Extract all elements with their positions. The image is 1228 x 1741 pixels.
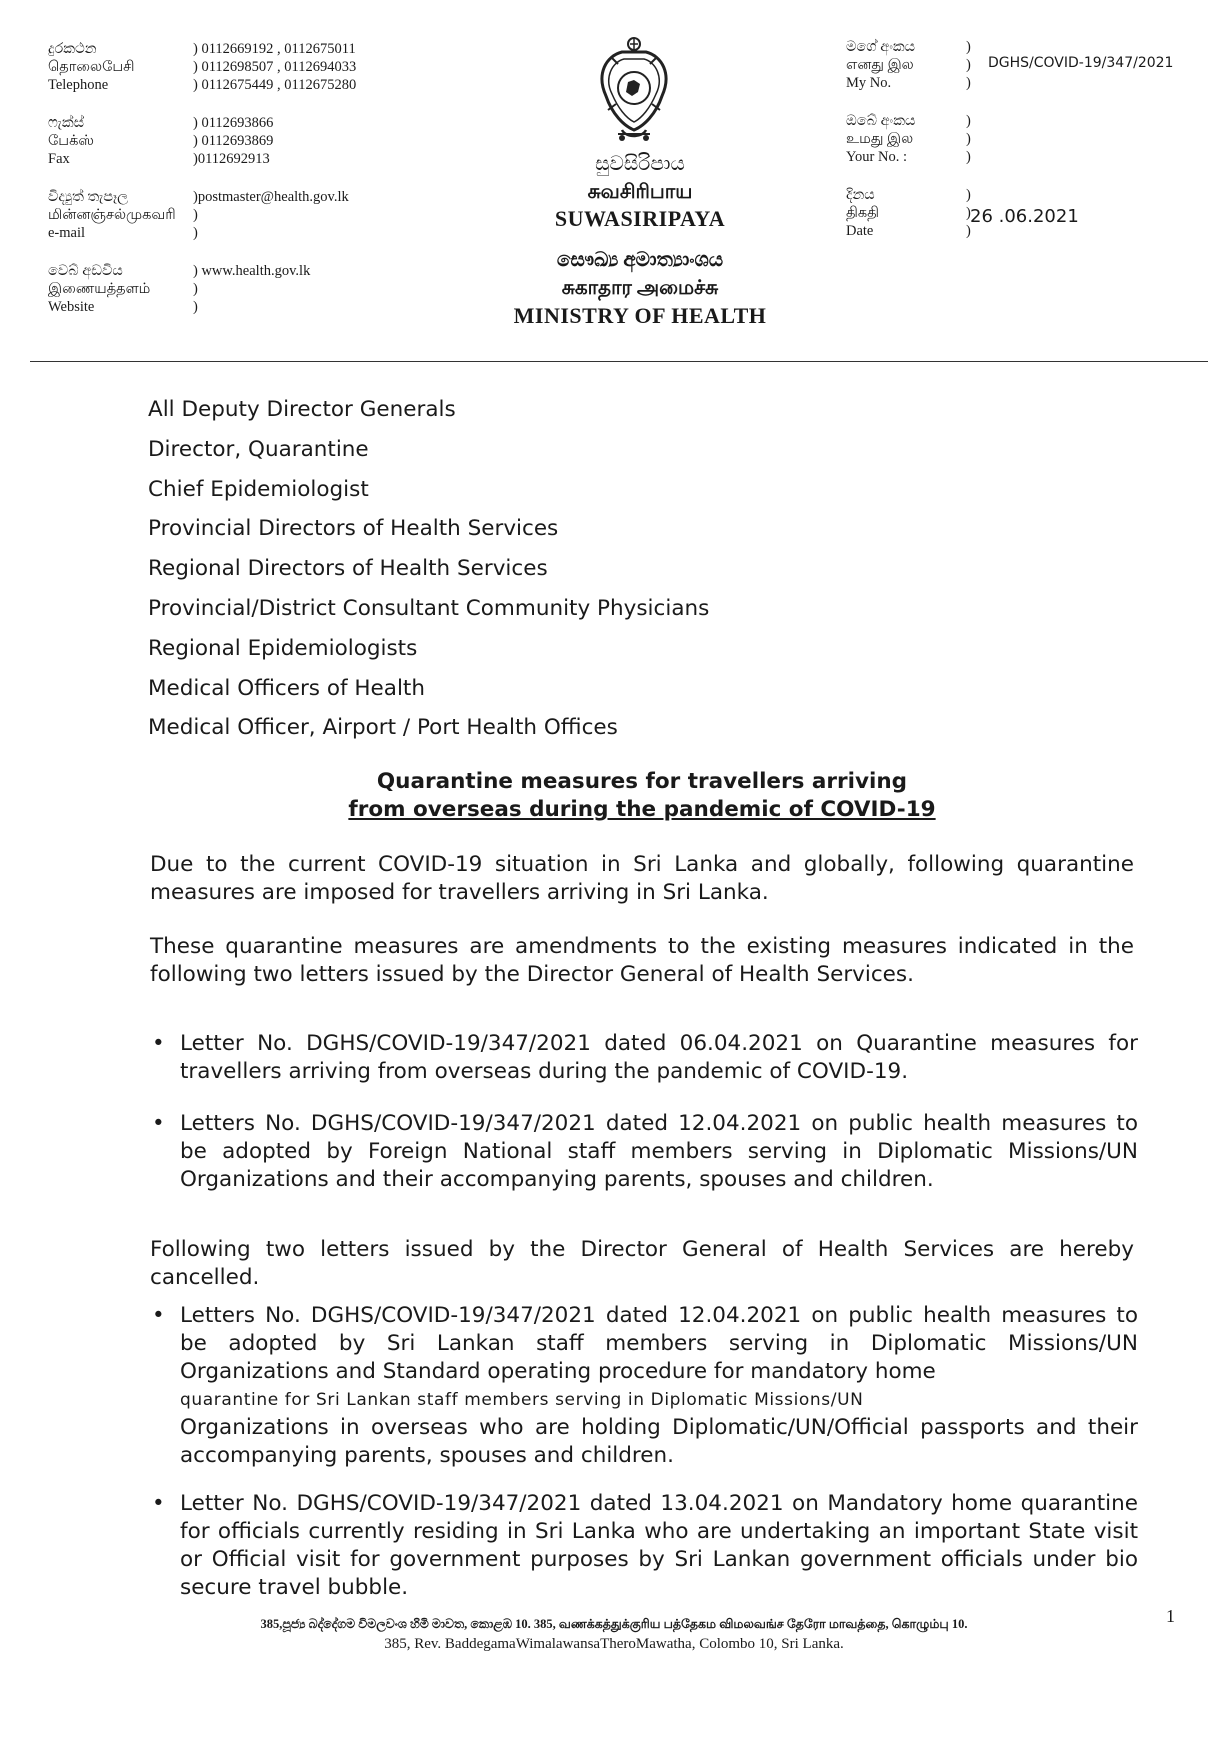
list-item [152, 1110, 1138, 1194]
sinhala-building-name: සුවසිරිපාය [595, 153, 685, 175]
bullet-icon: • [152, 1303, 165, 1328]
reference-row [846, 74, 1206, 92]
reference-value: ) [966, 113, 971, 129]
emblem-icon [592, 34, 676, 144]
telephone-group [48, 40, 408, 94]
tamil-ministry-name: சுகாதார அமைச்சு [561, 277, 719, 299]
reference-value: ) [966, 223, 971, 239]
website-group [48, 262, 408, 316]
sinhala-ministry-name: සෞඛ්‍ය අමාත්‍යාංශය [556, 249, 724, 271]
reference-label: எனது இல [846, 57, 914, 73]
reference-value: ) [966, 39, 971, 55]
list-item-text-part: Organizations in overseas who are holding Diplomatic/UN/Official passports and their accompanying parents, spouses and children. [180, 1415, 1138, 1468]
reference-label: திகதி [846, 205, 880, 221]
your-no-group [846, 112, 1206, 166]
contact-value: ) 0112675449 , 0112675280 [193, 77, 357, 93]
list-item [152, 1030, 1138, 1086]
list-item [152, 1490, 1138, 1602]
reference-row [846, 148, 1206, 166]
recipient: Medical Officer, Airport / Port Health Offices [148, 715, 618, 741]
list-item-text: Letter No. DGHS/COVID-19/347/2021 dated 06.04.2021 on Quarantine measures for travellers arriving from overseas during the pandemic of COVID-19. [180, 1031, 1138, 1084]
reference-value: ) [966, 57, 971, 73]
reference-value: ) [966, 75, 971, 91]
contact-row [48, 298, 408, 316]
header-divider [30, 361, 1208, 362]
reference-value: ) [966, 131, 971, 147]
contact-value: ) 0112693869 [193, 133, 274, 149]
recipient: Regional Directors of Health Services [148, 556, 548, 582]
list-item-text: Letters No. DGHS/COVID-19/347/2021 dated 12.04.2021 on public health measures to be adopted by Foreign National staff members serving in Diplomatic Missions/UN Organizations and their accompanying parents, spouses and children. [180, 1111, 1138, 1192]
contact-value: ) www.health.gov.lk [193, 263, 311, 279]
letter-subject [150, 768, 1134, 824]
reference-value: ) [966, 205, 971, 221]
contact-row [48, 40, 408, 58]
english-ministry-name: MINISTRY OF HEALTH [513, 303, 767, 328]
bullet-icon: • [152, 1031, 165, 1056]
contact-row [48, 206, 408, 224]
recipient: Chief Epidemiologist [148, 476, 369, 502]
contact-row [48, 188, 408, 206]
contact-label: Telephone [48, 77, 109, 93]
recipient-list [148, 390, 709, 748]
contact-row [48, 280, 408, 298]
recipient: Provincial Directors of Health Services [148, 516, 559, 542]
list-item-text-part: Letters No. DGHS/COVID-19/347/2021 dated 12.04.2021 on public health measures to be adopted by Sri Lankan staff members serving in Diplomatic Missions/UN Organizations and Standard operating procedure for mandatory home [180, 1303, 1138, 1384]
reference-label: உமது இல [846, 131, 914, 147]
list-item-text [180, 1302, 1138, 1470]
contact-label: இணையத்தளம் [48, 281, 151, 297]
contact-row [48, 58, 408, 76]
address-footer [0, 1614, 1228, 1654]
contact-row [48, 150, 408, 168]
contact-label: ෆැක්ස් [48, 115, 85, 131]
page-number: 1 [1166, 1606, 1175, 1626]
contact-value: ) [193, 281, 198, 297]
contact-label: Website [48, 299, 95, 315]
footer-address-english: 385, Rev. BaddegamaWimalawansaTheroMawatha, Colombo 10, Sri Lanka. [384, 1636, 844, 1652]
recipient: All Deputy Director Generals [148, 397, 456, 422]
contact-label: වෙබ් අඩවිය [48, 263, 123, 279]
contact-row [48, 114, 408, 132]
reference-label: Your No. : [846, 149, 907, 165]
contact-row [48, 76, 408, 94]
date-value: 26 .06.2021 [970, 206, 1079, 227]
body-paragraph: Following two letters issued by the Director General of Health Services are hereby cancelled. [150, 1237, 1134, 1290]
contact-value: )postmaster@health.gov.lk [193, 189, 349, 205]
reference-label: මගේ අංකය [846, 39, 916, 55]
recipient: Provincial/District Consultant Community Physicians [148, 595, 710, 621]
my-no-value: DGHS/COVID-19/347/2021 [988, 55, 1174, 71]
contact-label: தொலைபேசி [48, 59, 135, 75]
contact-value: ) [193, 299, 198, 315]
subject-line: Quarantine measures for travellers arriving [376, 769, 908, 794]
reference-row [846, 186, 1206, 204]
bullet-icon: • [152, 1491, 165, 1516]
reference-row [846, 130, 1206, 148]
contact-details [48, 40, 408, 336]
contact-value: ) 0112693866 [193, 115, 274, 131]
recipient: Regional Epidemiologists [148, 635, 418, 661]
body-paragraph: Due to the current COVID-19 situation in Sri Lanka and globally, following quarantine measures are imposed for travellers arriving in Sri Lanka. [150, 852, 1134, 905]
bullet-icon: • [152, 1111, 165, 1136]
recipient: Director, Quarantine [148, 436, 369, 462]
contact-label: மின்னஞ்சல்முகவரி [48, 207, 176, 223]
list-item-text: Letter No. DGHS/COVID-19/347/2021 dated 13.04.2021 on Mandatory home quarantine for officials currently residing in Sri Lanka who are undertaking an important State visit or Official visit for government purposes by Sri Lankan government officials under bio secure travel bubble. [180, 1491, 1138, 1600]
tamil-building-name: சுவசிரிபாய [587, 181, 693, 203]
reference-value: ) [966, 149, 971, 165]
contact-label: Fax [48, 151, 70, 167]
reference-value: ) [966, 187, 971, 203]
reference-row [846, 38, 1206, 56]
contact-row [48, 224, 408, 242]
recipient: Medical Officers of Health [148, 675, 425, 701]
contact-value: ) 0112669192 , 0112675011 [193, 41, 356, 57]
contact-label: பேக்ஸ் [48, 133, 94, 149]
contact-row [48, 262, 408, 280]
contact-value: ) 0112698507 , 0112694033 [193, 59, 357, 75]
contact-value: ) [193, 225, 198, 241]
fax-group [48, 114, 408, 168]
reference-label: දිනය [846, 187, 875, 203]
contact-label: විද්‍යුත් තැපෑල [48, 189, 129, 205]
subject-line: from overseas during the pandemic of COVID-19 [348, 797, 936, 822]
list-item [152, 1302, 1138, 1470]
contact-value: )0112692913 [193, 151, 270, 167]
reference-label: Date [846, 223, 874, 239]
list-item-text-part: quarantine for Sri Lankan staff members serving in Diplomatic Missions/UN [180, 1390, 864, 1410]
contact-label: e-mail [48, 225, 86, 241]
reference-label: ඔබේ අංකය [846, 113, 916, 129]
email-group [48, 188, 408, 242]
reference-row [846, 112, 1206, 130]
footer-address-local: 385,පූජ්‍ය බද්දේගම විමලවංශ හිමි මාවත, කොළඹ 10. 385, வணக்கத்துக்குரிய பத்தேகம விமலவங்ச தேரோ மாவத்தை, கொழும்பு 10. [260, 1617, 968, 1631]
english-building-name: SUWASIRIPAYA [554, 206, 726, 231]
contact-row [48, 132, 408, 150]
contact-value: ) [193, 207, 198, 223]
reference-label: My No. [846, 75, 892, 91]
contact-label: දුරකථන [48, 41, 97, 57]
ministry-heading [470, 150, 810, 330]
body-paragraph: These quarantine measures are amendments to the existing measures indicated in the following two letters issued by the Director General of Health Services. [150, 934, 1134, 987]
